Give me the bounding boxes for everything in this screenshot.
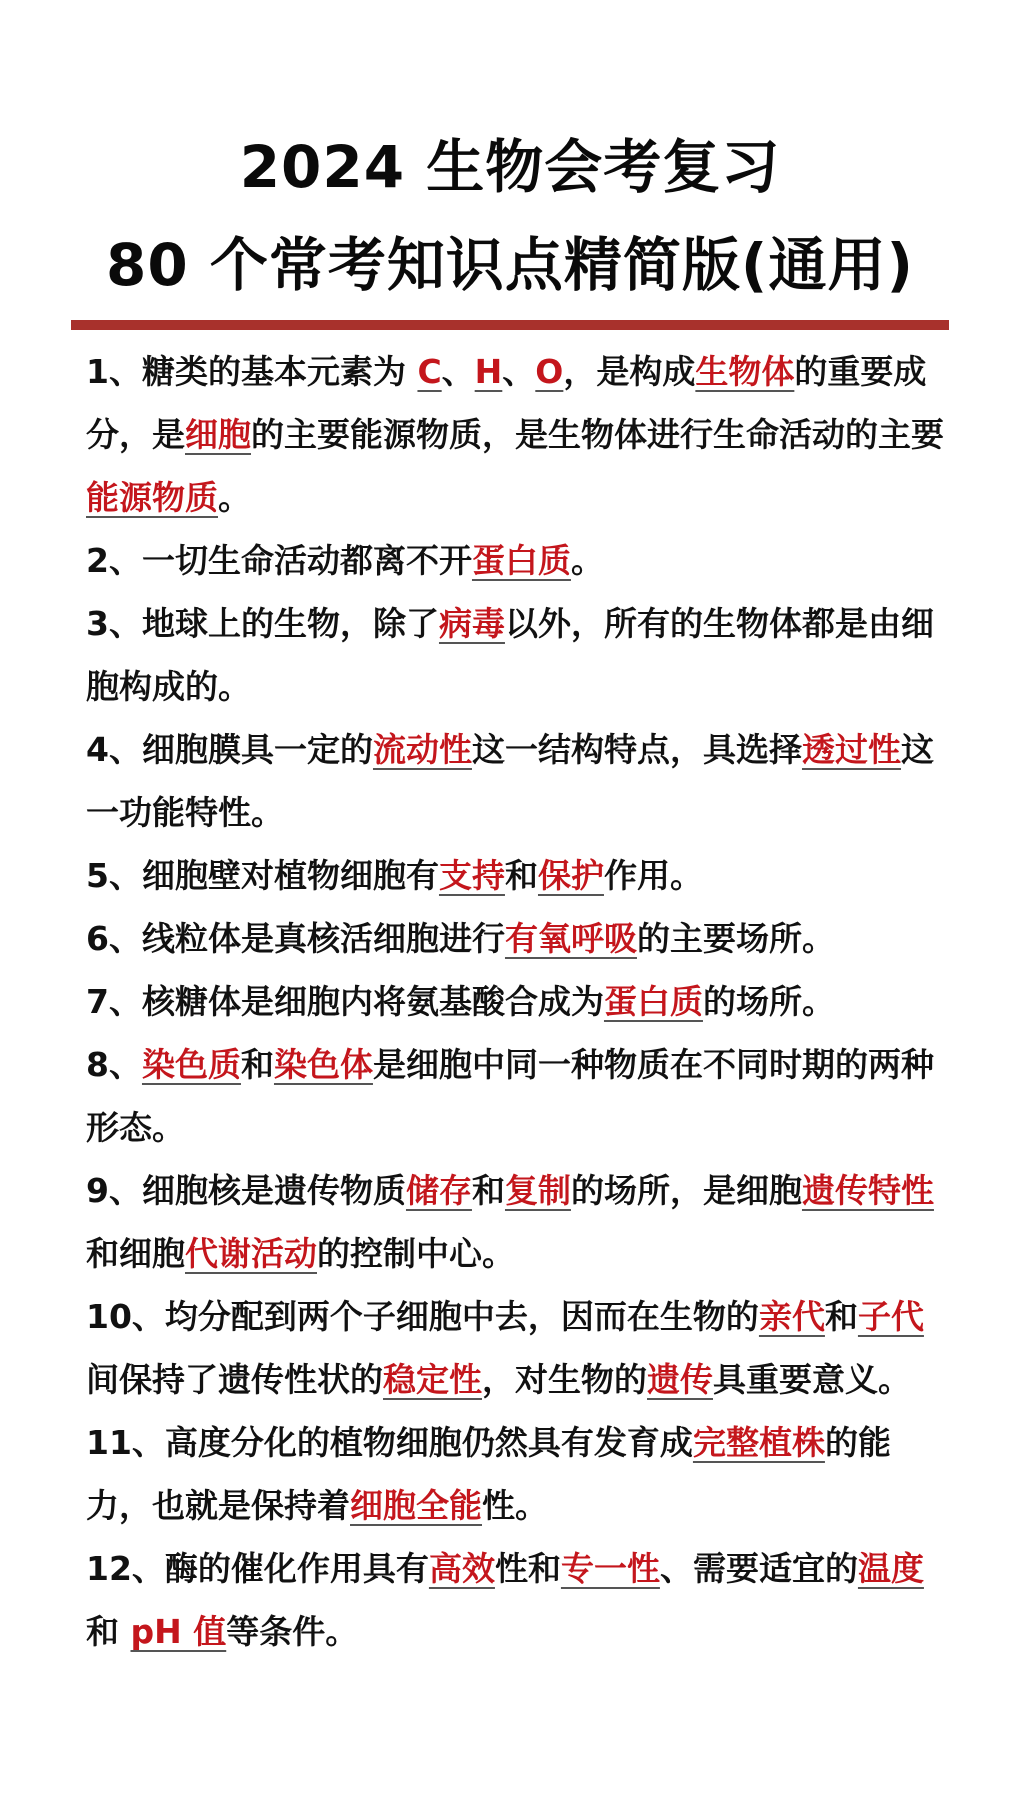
title-divider	[71, 320, 949, 330]
knowledge-point-2	[86, 529, 946, 592]
point-text: 、需要适宜的	[659, 1549, 858, 1588]
point-text: 性。	[482, 1486, 548, 1525]
knowledge-point-4	[86, 718, 946, 844]
point-text: 1、糖类的基本元素为	[86, 352, 418, 391]
point-text: 9、细胞核是遗传物质	[86, 1171, 406, 1210]
highlighted-term: 完整植株	[692, 1423, 825, 1462]
point-text: 6、线粒体是真核活细胞进行	[86, 919, 505, 958]
point-text: 和	[471, 1171, 505, 1210]
highlighted-term: 能源物质	[86, 478, 218, 517]
point-text: 以外，所有的生物体都是由细胞构成的。	[86, 604, 934, 706]
highlighted-term: H	[474, 352, 503, 391]
point-text: 间保持了遗传性状的	[86, 1360, 383, 1399]
point-text: 的重要成分，是	[86, 352, 927, 454]
point-text: 的场所。	[702, 982, 835, 1021]
highlighted-term: 代谢活动	[185, 1234, 317, 1273]
knowledge-point-3	[86, 592, 946, 718]
highlighted-term: 支持	[438, 856, 505, 895]
point-text: 的场所，是细胞	[570, 1171, 802, 1210]
title-line-1: 2024 生物会考复习	[239, 133, 781, 201]
point-text: 2、一切生命活动都离不开	[86, 541, 472, 580]
point-text: 、	[441, 352, 475, 391]
highlighted-term: 稳定性	[383, 1360, 482, 1399]
point-text: 。	[218, 478, 251, 517]
highlighted-term: 专一性	[560, 1549, 660, 1588]
highlighted-term: 染色质	[141, 1045, 241, 1084]
point-text: 作用。	[603, 856, 703, 895]
point-text: 和	[86, 1612, 131, 1651]
point-text: 和	[824, 1297, 858, 1336]
page-title	[0, 118, 1020, 314]
point-text: 4、细胞膜具一定的	[86, 730, 373, 769]
point-text: 8、	[86, 1045, 142, 1084]
point-text: 和细胞	[86, 1234, 185, 1273]
highlighted-term: 透过性	[801, 730, 901, 769]
highlighted-term: 遗传	[647, 1360, 713, 1399]
highlighted-term: 流动性	[372, 730, 472, 769]
point-text: 11、高度分化的植物细胞仍然具有发育成	[86, 1423, 693, 1462]
knowledge-point-8	[86, 1033, 946, 1159]
knowledge-point-9	[86, 1159, 946, 1285]
highlighted-term: 蛋白质	[603, 982, 703, 1021]
highlighted-term: O	[535, 352, 564, 391]
knowledge-point-10	[86, 1285, 946, 1411]
point-text: 12、酶的催化作用具有	[86, 1549, 429, 1588]
highlighted-term: 细胞	[185, 415, 251, 454]
knowledge-point-list	[86, 340, 946, 1663]
point-text: 的控制中心。	[317, 1234, 515, 1273]
highlighted-term: 亲代	[758, 1297, 825, 1336]
point-text: 和	[504, 856, 538, 895]
title-line-2: 80 个常考知识点精简版(通用)	[106, 231, 914, 299]
point-text: 等条件。	[226, 1612, 359, 1651]
highlighted-term: 遗传特性	[801, 1171, 934, 1210]
highlighted-term: C	[417, 352, 442, 391]
point-text: 具重要意义。	[713, 1360, 911, 1399]
point-text: 的主要场所。	[636, 919, 835, 958]
knowledge-point-11	[86, 1411, 946, 1537]
point-text: ，是构成	[563, 352, 696, 391]
point-text: 10、均分配到两个子细胞中去，因而在生物的	[86, 1297, 759, 1336]
point-text: 5、细胞壁对植物细胞有	[86, 856, 439, 895]
highlighted-term: 温度	[857, 1549, 924, 1588]
highlighted-term: 病毒	[438, 604, 505, 643]
point-text: 的主要能源物质，是生物体进行生命活动的主要	[251, 415, 944, 454]
point-text: 。	[570, 541, 604, 580]
knowledge-point-6	[86, 907, 946, 970]
knowledge-point-7	[86, 970, 946, 1033]
point-text: 性和	[494, 1549, 561, 1588]
highlighted-term: 染色体	[273, 1045, 373, 1084]
highlighted-term: 高效	[428, 1549, 495, 1588]
highlighted-term: 细胞全能	[350, 1486, 482, 1525]
point-text: 7、核糖体是细胞内将氨基酸合成为	[86, 982, 604, 1021]
highlighted-term: 储存	[405, 1171, 472, 1210]
point-text: ，对生物的	[482, 1360, 647, 1399]
point-text: 的能力，也就是保持着	[86, 1423, 891, 1525]
highlighted-term: pH 值	[130, 1612, 227, 1651]
highlighted-term: 保护	[537, 856, 604, 895]
highlighted-term: 生物体	[695, 352, 795, 391]
knowledge-point-1	[86, 340, 946, 529]
knowledge-point-12	[86, 1537, 946, 1663]
point-text: 、	[502, 352, 536, 391]
point-text: 是细胞中同一种物质在不同时期的两种形态。	[86, 1045, 934, 1147]
highlighted-term: 蛋白质	[471, 541, 571, 580]
knowledge-point-5	[86, 844, 946, 907]
highlighted-term: 复制	[504, 1171, 571, 1210]
highlighted-term: 子代	[857, 1297, 924, 1336]
point-text: 和	[240, 1045, 274, 1084]
point-text: 这一功能特性。	[86, 730, 934, 832]
point-text: 这一结构特点，具选择	[471, 730, 802, 769]
highlighted-term: 有氧呼吸	[504, 919, 637, 958]
point-text: 3、地球上的生物，除了	[86, 604, 439, 643]
